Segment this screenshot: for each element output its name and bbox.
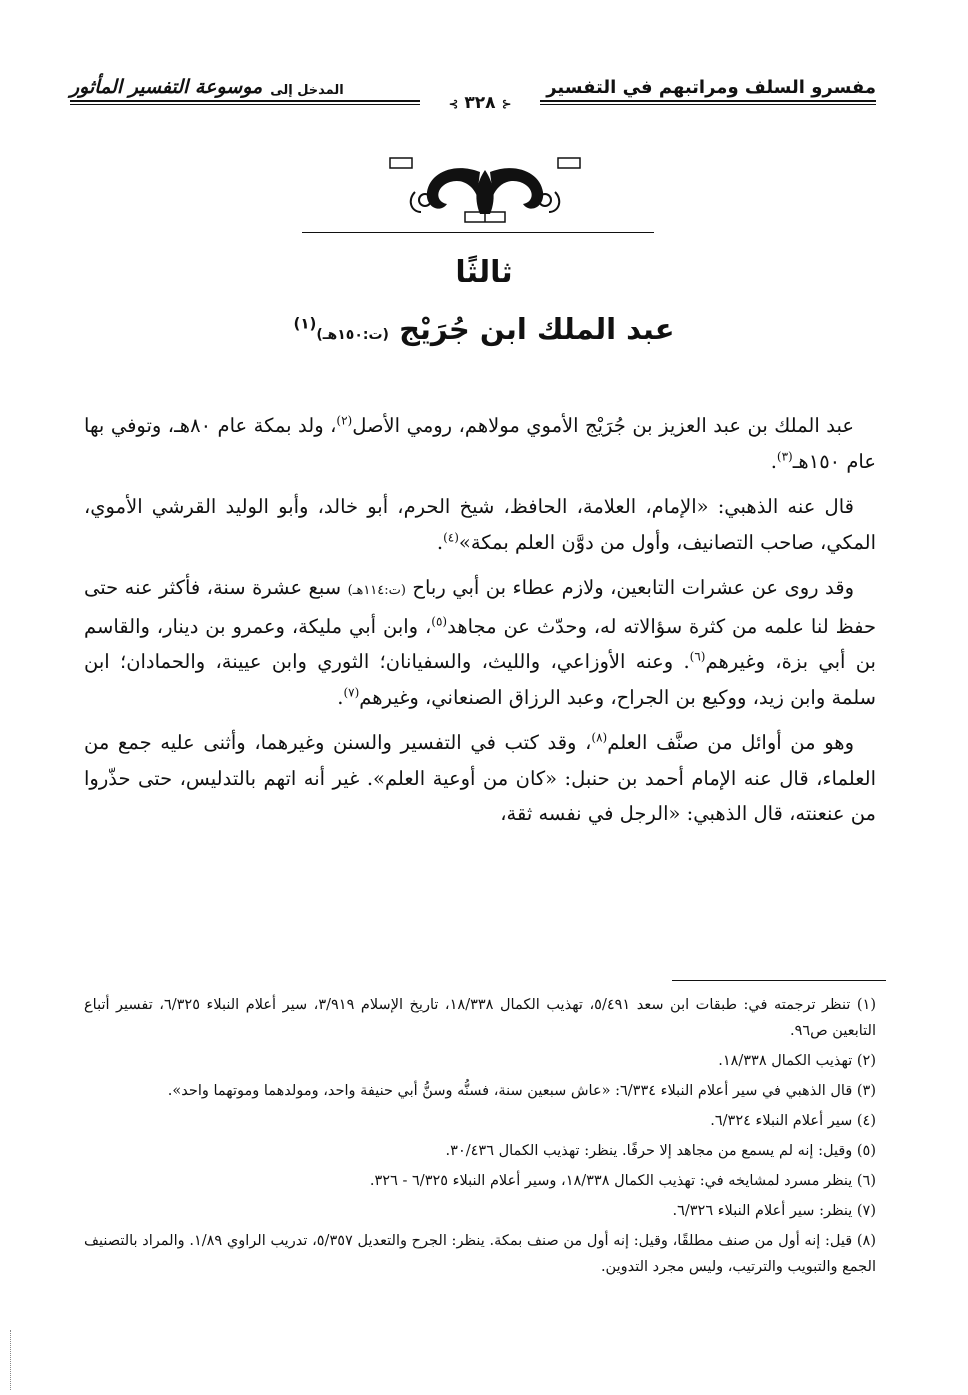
page-ornament-right-icon: ⊰ [501,97,512,111]
text-run: عبد الملك بن عبد العزيز بن جُرَيْج الأموي مولاهم، رومي الأصل [352,414,854,437]
page-number-value: ٣٢٨ [464,93,496,113]
text-run: وقد روى عن عشرات التابعين، ولازم عطاء بن أبي رباح [412,576,854,599]
footnote-ref: (٧) [343,685,360,699]
series-name: موسوعة التفسير المأثور [70,76,263,98]
text-run: سبع عشرة سنة، فأكثر عنه حتى حفظ لنا علمه من كثرة سؤالاته له، وحدّث عن مجاهد [84,576,876,638]
text-run: قال عنه الذهبي: «الإمام، العلامة، الحافظ، شيخ الحرم، أبو خالد، وأبو الوليد القرشي الأموي، المكي، صاحب التصانيف، وأول من دوَّن العلم بمكة» [84,495,876,554]
series-title [70,76,344,98]
paragraph-2 [84,489,876,560]
main-text [84,408,876,842]
person-death-date: (ت:١٥٠هـ) [316,327,389,343]
series-prefix: المدخل إلى [270,83,344,98]
ornament-rule [302,232,654,233]
footnote-ref: (٨) [591,730,608,745]
text-run: ، ولد بمكة عام ٨٠هـ، وتوفي بها عام ١٥٠هـ [84,414,876,473]
footnote-ref: (١) [293,314,317,333]
footnote-ref: (٦) [689,649,706,664]
footnote: (٧) ينظر: سير أعلام النبلاء ٦/٣٢٦. [672,1203,876,1219]
footnote: (٤) سير أعلام النبلاء ٦/٣٢٤. [710,1113,876,1129]
footnotes [84,992,876,1284]
person-name: عبد الملك ابن جُرَيْج [399,312,675,346]
paragraph-4 [84,725,876,832]
footnote-ref: (٢) [336,413,353,428]
paragraph-1 [84,408,876,479]
death-date: (ت:١١٤هـ) [347,583,406,598]
text-run: . وعنه الأوزاعي، والليث، والسفيانان؛ الثوري وابن عيينة، والحمادان؛ ابن سلمة وابن زيد، ووكيع بن الجراح، وعبد الرزاق الصنعاني، وغيرهم [84,650,876,709]
footnote: (١) تنظر ترجمته في: طبقات ابن سعد ٥/٤٩١، تهذيب الكمال ١٨/٣٣٨، تاريخ الإسلام ٣/٩١٩، سير أعلام النبلاء ٦/٣٢٥، تفسير أتباع التابعين ص٩٦. [84,997,877,1039]
chapter-heading: ثالثًا [455,255,513,290]
section-ornament-icon [385,152,585,227]
footnote: (٦) ينظر مسرد لمشايخه في: تهذيب الكمال ١٨/٣٣٨، وسير أعلام النبلاء ٦/٣٢٥ - ٣٢٦. [369,1173,876,1189]
footnote: (٣) قال الذهبي في سير أعلام النبلاء ٦/٣٣٤: «عاش سبعين سنة، فسنُّه وسنُّ أبي حنيفة واحد، ومولدهما وموتهما واحد». [167,1083,876,1099]
footnote-ref: (٥) [431,614,448,628]
page-number [420,92,540,114]
footnote-rule [672,980,886,981]
person-heading [0,312,968,346]
text-run: . [436,530,444,554]
text-run: وهو من أوائل من صنَّف العلم [607,731,854,754]
footnote-ref: (٤) [443,530,459,544]
page-ornament-left-icon: ⊱ [448,97,459,111]
scan-margin-mark [10,1330,13,1390]
footnote: (٥) وقيل: إنه لم يسمع من مجاهد إلا حرفًا. ينظر: تهذيب الكمال ٣٠/٤٣٦. [445,1143,876,1159]
text-run: ، وابن أبي مليكة، وعمرو بن دينار، والقاسم بن أبي بزة، وغيرهم [84,614,876,673]
paragraph-3 [84,570,876,715]
footnote-ref: (٣) [776,449,793,463]
footnote: (٨) قيل: إنه أول من صنف مطلقًا، وقيل: إنه أول من صنف بمكة. ينظر: الجرح والتعديل ٥/٣٥٧، تدريب الراوي ١/٨٩. والمراد بالتصنيف الجمع والتبويب والترتيب، وليس مجرد التدوين. [84,1233,876,1275]
footnote: (٢) تهذيب الكمال ١٨/٣٣٨. [718,1053,876,1069]
text-run: . [770,449,777,473]
text-run: . [337,685,344,709]
text-run: ، وقد كتب في التفسير والسنن وغيرهما، وأثنى عليه جمع من العلماء، قال عنه الإمام أحمد بن حنبل: «كان من أوعية العلم». غير أنه اتهم بالتدليس، حتى حذّروا من عنعنته، قال الذهبي: «الرجل في نفسه ثقة، [84,731,876,825]
running-title: مفسرو السلف ومراتبهم في التفسير [546,77,876,98]
